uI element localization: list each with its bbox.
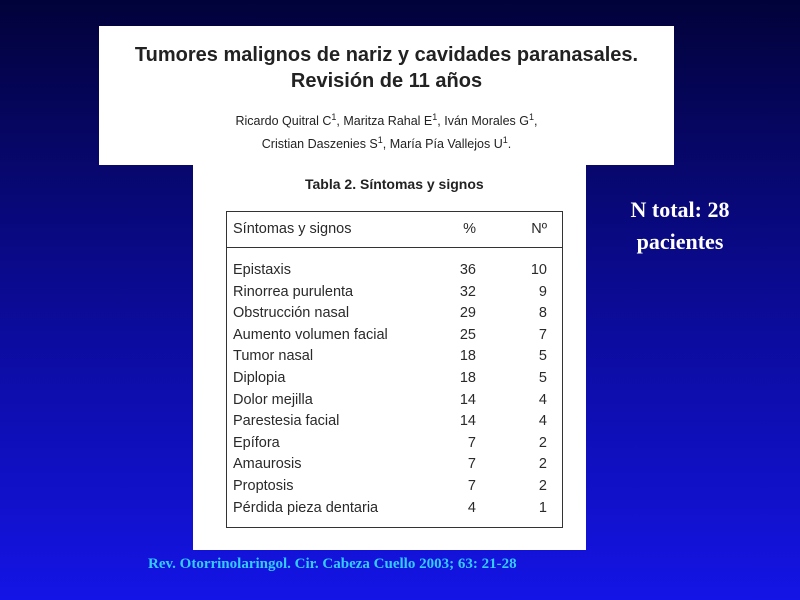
authors-line-2 (99, 131, 674, 154)
row-percent: 7 (467, 456, 476, 473)
row-count: 5 (538, 369, 547, 386)
authors-line-1 (99, 108, 674, 131)
table-caption: Tabla 2. Síntomas y signos (305, 176, 484, 192)
header-count: Nº (531, 221, 547, 237)
author-separator: , (534, 114, 538, 129)
row-percent: 18 (459, 369, 476, 386)
row-name: Pérdida pieza dentaria (233, 499, 379, 516)
header-name: Síntomas y signos (233, 221, 352, 237)
author-separator: . (507, 137, 512, 152)
row-percent: 7 (467, 434, 476, 451)
row-name: Amaurosis (233, 456, 302, 473)
author-affiliation: 1 (502, 135, 508, 146)
table-row (227, 262, 562, 284)
row-percent: 14 (459, 391, 476, 408)
row-name: Diplopia (233, 369, 286, 386)
row-count: 2 (538, 434, 547, 451)
row-count: 4 (538, 391, 547, 408)
author-name: Ricardo Quitral C (235, 114, 332, 129)
symptoms-table-panel (193, 165, 586, 550)
row-count: 7 (538, 326, 547, 343)
journal-citation: Rev. Otorrinolaringol. Cir. Cabeza Cuello 2003; 63: 21-28 (148, 556, 517, 572)
author-affiliation: 1 (331, 112, 337, 122)
article-authors (99, 108, 674, 154)
row-count: 8 (538, 305, 547, 322)
row-name: Dolor mejilla (233, 391, 313, 408)
table-row (227, 348, 562, 370)
table-row (227, 500, 562, 522)
author-name: , Iván Morales G (437, 114, 529, 129)
row-count: 1 (538, 499, 547, 516)
row-name: Epistaxis (233, 262, 292, 278)
row-percent: 14 (459, 413, 476, 430)
total-patients-line-1: N total: 28 (630, 197, 730, 222)
table-row (227, 284, 562, 306)
row-count: 2 (538, 456, 547, 473)
row-count: 2 (538, 477, 547, 494)
row-name: Proptosis (233, 477, 294, 494)
row-count: 10 (530, 262, 547, 278)
row-percent: 36 (459, 262, 476, 278)
article-title (99, 42, 674, 94)
row-percent: 32 (459, 283, 476, 300)
author-affiliation: 1 (528, 112, 534, 122)
article-title-line-1: Tumores malignos de nariz y cavidades paranasales. (134, 44, 639, 66)
table-row (227, 305, 562, 327)
row-name: Aumento volumen facial (233, 326, 388, 343)
article-title-line-2: Revisión de 11 años (290, 70, 483, 92)
row-percent: 7 (467, 477, 476, 494)
row-name: Tumor nasal (233, 348, 314, 365)
row-count: 5 (538, 348, 547, 365)
author-affiliation: 1 (432, 112, 438, 122)
symptoms-table (226, 211, 563, 528)
total-patients-note (600, 194, 760, 258)
row-percent: 29 (459, 305, 476, 322)
table-row (227, 478, 562, 500)
table-row (227, 327, 562, 349)
author-name: , Maritza Rahal E (336, 114, 433, 129)
row-percent: 18 (459, 348, 476, 365)
author-affiliation: 1 (377, 135, 383, 146)
table-header-row (227, 212, 562, 248)
table-row (227, 370, 562, 392)
row-name: Parestesia facial (233, 413, 340, 430)
author-name: Cristian Daszenies S (261, 137, 378, 152)
table-row (227, 456, 562, 478)
row-name: Epífora (233, 434, 280, 451)
article-header (99, 26, 674, 165)
table-row (227, 392, 562, 414)
row-count: 9 (538, 283, 547, 300)
row-count: 4 (538, 413, 547, 430)
author-name: , María Pía Vallejos U (382, 137, 503, 152)
table-row (227, 413, 562, 435)
table-body (227, 262, 562, 521)
row-name: Obstrucción nasal (233, 305, 350, 322)
row-percent: 4 (467, 499, 476, 516)
row-name: Rinorrea purulenta (233, 283, 354, 300)
header-percent: % (463, 221, 476, 237)
row-percent: 25 (459, 326, 476, 343)
table-row (227, 435, 562, 457)
total-patients-line-2: pacientes (636, 229, 724, 254)
